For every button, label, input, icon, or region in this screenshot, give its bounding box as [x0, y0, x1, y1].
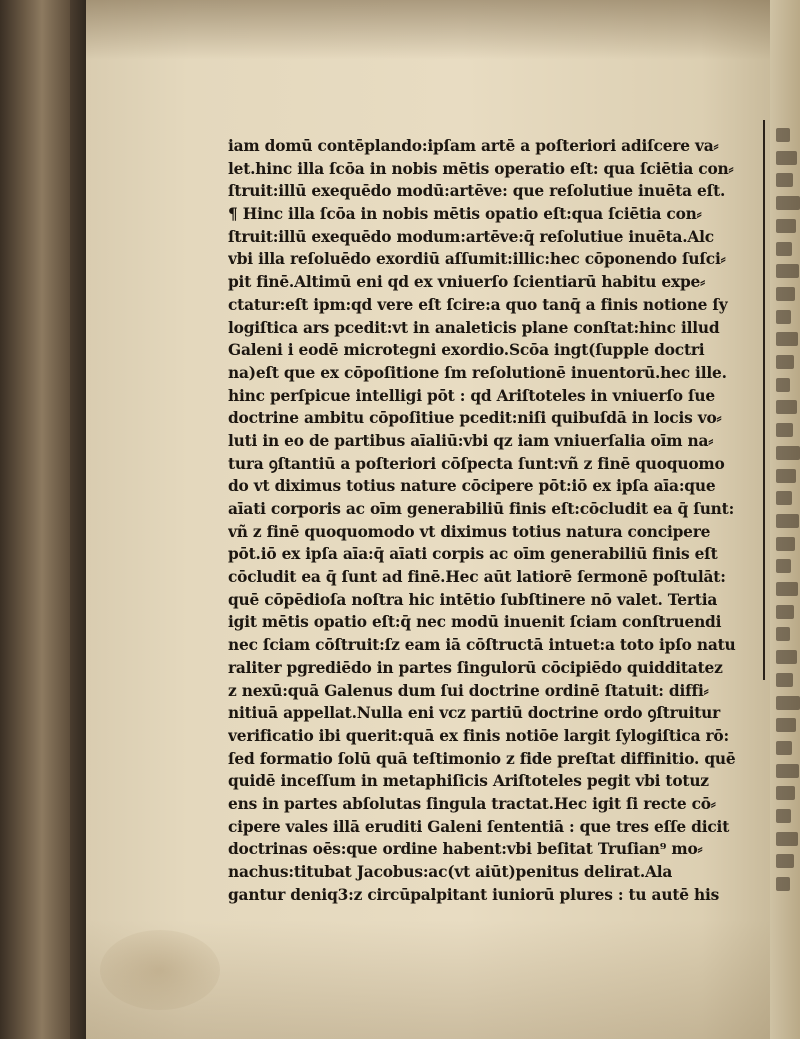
- adjacent-page-mark: [776, 764, 799, 778]
- adjacent-page-mark: [776, 491, 792, 505]
- text-line: let.hinc illa ſcōa in nobis mētis operatio eſt: qua ſciētia con⸗: [228, 159, 734, 178]
- text-line: logiſtica ars pcedit:vt in analeticis plane conſtat:hinc illud: [228, 318, 720, 337]
- text-line: Galeni i eodē microtegni exordio.Scōa ingt(ſupple doctri: [228, 341, 705, 360]
- text-line: ens in partes abſolutas ſingula tractat.Hec igit ſi recte cō⸗: [228, 794, 716, 813]
- text-line: quidē inceſſum in metaphiſicis Ariſtoteles pegit vbi totuz: [228, 772, 709, 791]
- adjacent-page-mark: [776, 877, 790, 891]
- text-line: raliter pgrediēdo in partes ſingulorū cōcipiēdo quidditatez: [228, 658, 723, 677]
- adjacent-page-mark: [776, 832, 798, 846]
- adjacent-page-mark: [776, 423, 793, 437]
- adjacent-page-mark: [776, 355, 794, 369]
- text-line: nachus:titubat Jacobus:ac(vt aiūt)penitus delirat.Ala: [228, 863, 673, 881]
- adjacent-page-mark: [776, 696, 800, 710]
- adjacent-page-mark: [776, 400, 797, 414]
- text-line: ctatur:eſt ipm:qd vere eſt ſcire:a quo tanq̄ a finis notione ſy: [228, 295, 728, 314]
- text-line: pit finē.Altimū eni qd ex vniuerſo ſcientiarū habitu expe⸗: [228, 273, 706, 292]
- adjacent-page-mark: [776, 173, 793, 187]
- text-line: ¶ Hinc illa ſcōa in nobis mētis opatio eſt:qua ſciētia con⸗: [228, 205, 702, 224]
- text-line: verificatio ibi querit:quā ex finis notiōe largit ſylogiſtica rō:: [228, 726, 729, 745]
- adjacent-page-mark: [776, 627, 790, 641]
- text-line: ſtruit:illū exequēdo modum:artēve:q̄ reſolutiue inuēta.Alc: [228, 227, 714, 246]
- adjacent-page-mark: [776, 854, 794, 868]
- adjacent-page-mark: [776, 378, 790, 392]
- adjacent-page-mark: [776, 514, 799, 528]
- text-line: ſtruit:illū exequēdo modū:artēve: que reſolutiue inuēta eſt.: [228, 182, 726, 201]
- text-line: vñ z finē quoquomodo vt diximus totius natura concipere: [228, 522, 711, 541]
- text-line: aīati corporis ac oīm generabiliū finis eſt:cōcludit ea q̄ ſunt:: [228, 500, 735, 518]
- adjacent-page-mark: [776, 219, 796, 233]
- adjacent-page-mark: [776, 332, 798, 346]
- adjacent-page-mark: [776, 242, 792, 256]
- adjacent-page-mark: [776, 264, 799, 278]
- text-line: pōt.iō ex ipſa aīa:q̄ aīati corpis ac oīm generabiliū finis eſt: [228, 545, 718, 564]
- adjacent-page-mark: [776, 446, 800, 460]
- text-line: ſed formatio ſolū quā teſtimonio z fide preſtat diffinitio. quē: [228, 749, 736, 768]
- text-line: cipere vales illā eruditi Galeni ſententiā : que tres eſſe dicit: [228, 817, 730, 836]
- adjacent-page-mark: [776, 582, 798, 596]
- text-line: na)eſt que ex cōpoſitione ſm reſolutionē inuentorū.hec ille.: [228, 363, 727, 382]
- adjacent-page-mark: [776, 151, 797, 165]
- text-line: luti in eo de partibus aīaliū:vbi qz iam vniuerſalia oīm na⸗: [228, 431, 714, 450]
- text-line: igit mētis opatio eſt:q̄ nec modū inuenit ſciam conſtruendi: [228, 613, 722, 632]
- text-line: quē cōpēdioſa noſtra hic intētio ſubſtinere nō valet. Tertia: [228, 590, 718, 609]
- page-top-shadow: [86, 0, 770, 60]
- adjacent-page-mark: [776, 718, 796, 732]
- adjacent-page-mark: [776, 605, 794, 619]
- page-bottom-shadow: [86, 920, 770, 1039]
- text-line: hinc perſpicue intelligi pōt : qd Ariſtoteles in vniuerſo ſue: [228, 386, 715, 405]
- adjacent-page-mark: [776, 310, 791, 324]
- adjacent-page-mark: [776, 196, 800, 210]
- text-line: nitiuā appellat.Nulla eni vcz partiū doctrine ordo ꝯſtruitur: [228, 704, 721, 723]
- text-column: [228, 135, 756, 906]
- adjacent-page-mark: [776, 537, 795, 551]
- text-line: iam domū contēplando:ipſam artē a poſteriori adiſcere va⸗: [228, 137, 719, 155]
- text-line: do vt diximus totius nature cōcipere pōt:iō ex ipſa aīa:que: [228, 477, 716, 496]
- text-line: doctrinas oēs:que ordine habent:vbi beſitat Truſian⁹ mo⸗: [228, 840, 703, 859]
- adjacent-page-mark: [776, 786, 795, 800]
- book-edge: [0, 0, 70, 1039]
- text-line: doctrine ambitu cōpoſitiue pcedit:niſi quibuſdā in locis vo⸗: [228, 409, 722, 428]
- text-line: cōcludit ea q̄ ſunt ad finē.Hec aūt latiorē ſermonē poſtulāt:: [228, 568, 726, 587]
- adjacent-page-mark: [776, 809, 791, 823]
- text-line: z nexū:quā Galenus dum ſui doctrine ordinē ſtatuit: diffi⸗: [228, 681, 709, 700]
- adjacent-page-mark: [776, 650, 797, 664]
- text-line: gantur deniq3:z circūpalpitant iuniorū plures : tu autē his: [228, 885, 720, 904]
- adjacent-page-mark: [776, 287, 795, 301]
- adjacent-page-mark: [776, 741, 792, 755]
- text-line: nec ſciam cōſtruit:ſz eam iā cōſtructā intuet:a toto ipſo natu: [228, 636, 736, 655]
- text-line: vbi illa reſoluēdo exordiū aſſumit:illic:hec cōponendo ſuſci⸗: [228, 250, 726, 269]
- text-line: tura ꝯſtantiū a poſteriori cōſpecta ſunt:vñ z finē quoquomo: [228, 454, 725, 473]
- column-rule: [763, 120, 765, 680]
- adjacent-page-mark: [776, 559, 791, 573]
- adjacent-page-mark: [776, 673, 793, 687]
- adjacent-page-mark: [776, 128, 790, 142]
- adjacent-page-mark: [776, 469, 796, 483]
